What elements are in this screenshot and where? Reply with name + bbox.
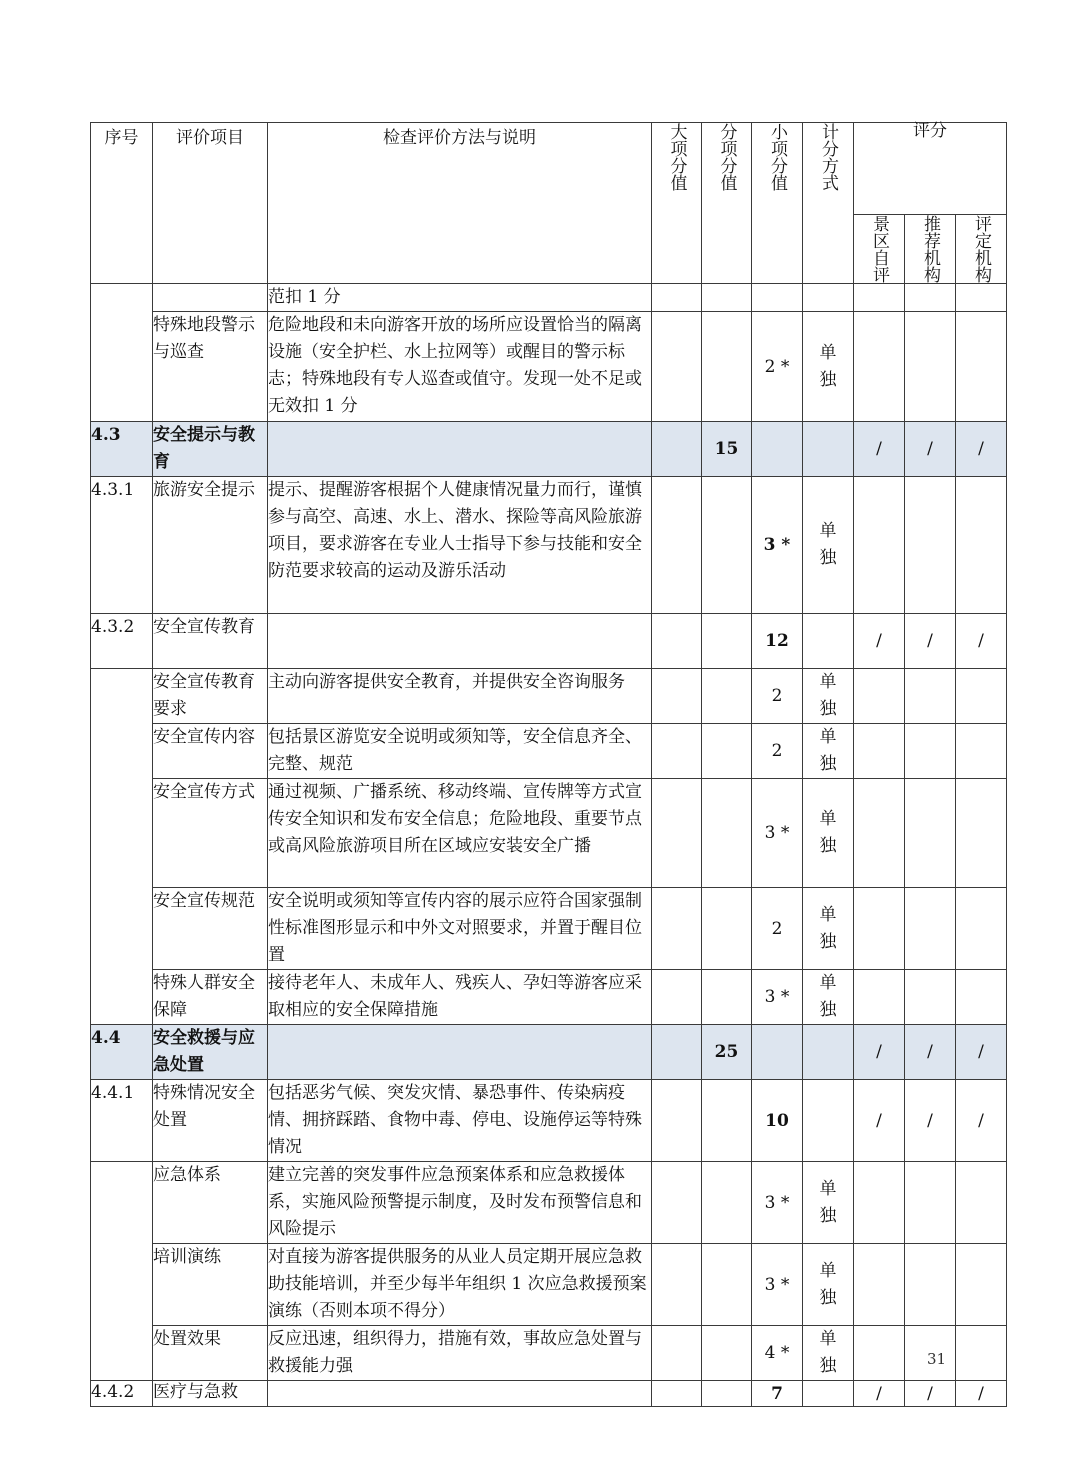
method-cell: 范扣 1 分: [268, 284, 652, 312]
item-cell: 安全宣传教育要求: [153, 669, 268, 724]
item-cell: 特殊情况安全处置: [153, 1080, 268, 1162]
table-row: [91, 1244, 1007, 1326]
table-row: [91, 888, 1007, 970]
assess-score: /: [956, 1025, 1007, 1080]
item-cell: 安全宣传教育: [153, 614, 268, 669]
header-item: 评价项目: [153, 123, 268, 284]
item-cell: 安全宣传内容: [153, 724, 268, 779]
table-row: [91, 422, 1007, 477]
method-cell: 危险地段和未向游客开放的场所应设置恰当的隔离设施（安全护栏、水上拉网等）或醒目的警示标志；特殊地段有专人巡查或值守。发现一处不足或无效扣 1 分: [268, 312, 652, 422]
method-cell: 安全说明或须知等宣传内容的展示应符合国家强制性标准图形显示和中外文对照要求，并置于醒目位置: [268, 888, 652, 970]
method-cell: 对直接为游客提供服务的从业人员定期开展应急救助技能培训，并至少每半年组织 1 次应急救援预案演练（否则本项不得分）: [268, 1244, 652, 1326]
table-row: [91, 477, 1007, 614]
scoring-mode: 单独: [819, 342, 837, 390]
table-header: [91, 123, 1007, 215]
scoring-mode: 单独: [819, 973, 837, 1020]
scoring-mode: 单独: [819, 1178, 837, 1226]
self-score: /: [854, 614, 905, 669]
scoring-mode: 单独: [819, 521, 837, 568]
item-cell: 培训演练: [153, 1244, 268, 1326]
header-minor: 小项分值: [752, 123, 803, 284]
minor-score: 2: [752, 888, 803, 970]
item-cell: 安全提示与教育: [153, 422, 268, 477]
minor-score: 2 *: [752, 312, 803, 422]
seq-cell: 4.3: [91, 422, 153, 477]
method-cell: 主动向游客提供安全教育，并提供安全咨询服务: [268, 669, 652, 724]
self-score: /: [854, 1025, 905, 1080]
minor-score: 7: [752, 1381, 803, 1407]
header-seq: 序号: [91, 123, 153, 284]
assess-score: /: [956, 1080, 1007, 1162]
minor-score: 3 *: [752, 1162, 803, 1244]
minor-score: 10: [752, 1080, 803, 1162]
table-row: [91, 970, 1007, 1025]
minor-score: 3 *: [752, 477, 803, 614]
header-self: 景区自评: [854, 215, 905, 284]
minor-score: 4 *: [752, 1326, 803, 1381]
recommend-score: /: [905, 1381, 956, 1407]
scoring-mode: 单独: [819, 672, 837, 719]
method-cell: 接待老年人、未成年人、残疾人、孕妇等游客应采取相应的安全保障措施: [268, 970, 652, 1025]
minor-score: 12: [752, 614, 803, 669]
method-cell: 包括恶劣气候、突发灾情、暴恐事件、传染病疫情、拥挤踩踏、食物中毒、停电、设施停运等特殊情况: [268, 1080, 652, 1162]
recommend-score: /: [905, 422, 956, 477]
scoring-mode: 单独: [819, 1329, 837, 1376]
recommend-score: /: [905, 1080, 956, 1162]
item-cell: 安全救援与应急处置: [153, 1025, 268, 1080]
minor-score: 3 *: [752, 779, 803, 888]
item-cell: 安全宣传方式: [153, 779, 268, 888]
header-assess: 评定机构: [956, 215, 1007, 284]
header-mode: 计分方式: [803, 123, 854, 284]
method-cell: 通过视频、广播系统、移动终端、宣传牌等方式宣传安全知识和发布安全信息；危险地段、重要节点或高风险旅游项目所在区域应安装安全广播: [268, 779, 652, 888]
table-row: [91, 724, 1007, 779]
table-row: [91, 669, 1007, 724]
seq-cell: 4.4.2: [91, 1381, 153, 1407]
header-score: 评分: [854, 123, 1007, 215]
table-row: [91, 312, 1007, 422]
item-cell: 应急体系: [153, 1162, 268, 1244]
method-cell: 建立完善的突发事件应急预案体系和应急救援体系，实施风险预警提示制度，及时发布预警信息和风险提示: [268, 1162, 652, 1244]
assess-score: /: [956, 614, 1007, 669]
method-cell: 包括景区游览安全说明或须知等，安全信息齐全、完整、规范: [268, 724, 652, 779]
item-cell: 特殊地段警示与巡查: [153, 312, 268, 422]
header-sub: 分项分值: [702, 123, 752, 284]
scoring-mode: 单独: [819, 904, 837, 952]
item-cell: 医疗与急救: [153, 1381, 268, 1407]
table-row: [91, 779, 1007, 888]
item-cell: 处置效果: [153, 1326, 268, 1381]
table-row: [91, 1025, 1007, 1080]
header-recommend: 推荐机构: [905, 215, 956, 284]
method-cell: 提示、提醒游客根据个人健康情况量力而行，谨慎参与高空、高速、水上、潜水、探险等高风险旅游项目，要求游客在专业人士指导下参与技能和安全防范要求较高的运动及游乐活动: [268, 477, 652, 614]
seq-cell: 4.3.2: [91, 614, 153, 669]
header-method: 检查评价方法与说明: [268, 123, 652, 284]
method-cell: 反应迅速，组织得力，措施有效，事故应急处置与救援能力强: [268, 1326, 652, 1381]
header-major: 大项分值: [652, 123, 702, 284]
item-cell: 旅游安全提示: [153, 477, 268, 614]
seq-cell: 4.4.1: [91, 1080, 153, 1162]
evaluation-table: [90, 122, 1007, 1407]
table-row: [91, 1381, 1007, 1407]
minor-score: 3 *: [752, 970, 803, 1025]
item-cell: 特殊人群安全保障: [153, 970, 268, 1025]
scoring-mode: 单独: [819, 1260, 837, 1308]
minor-score: 2: [752, 669, 803, 724]
table-row: [91, 284, 1007, 312]
minor-score: 2: [752, 724, 803, 779]
page-number: 31: [927, 1350, 947, 1368]
self-score: /: [854, 1080, 905, 1162]
sub-score: 15: [702, 422, 752, 477]
scoring-mode: 单独: [819, 727, 837, 774]
seq-cell: 4.4: [91, 1025, 153, 1080]
self-score: /: [854, 422, 905, 477]
scoring-mode: 单独: [819, 809, 837, 856]
sub-score: 25: [702, 1025, 752, 1080]
table-row: [91, 1162, 1007, 1244]
table-row: [91, 1326, 1007, 1381]
item-cell: 安全宣传规范: [153, 888, 268, 970]
recommend-score: /: [905, 614, 956, 669]
recommend-score: /: [905, 1025, 956, 1080]
self-score: /: [854, 1381, 905, 1407]
table-row: [91, 614, 1007, 669]
table-row: [91, 1080, 1007, 1162]
assess-score: /: [956, 422, 1007, 477]
seq-cell: 4.3.1: [91, 477, 153, 614]
minor-score: 3 *: [752, 1244, 803, 1326]
assess-score: /: [956, 1381, 1007, 1407]
